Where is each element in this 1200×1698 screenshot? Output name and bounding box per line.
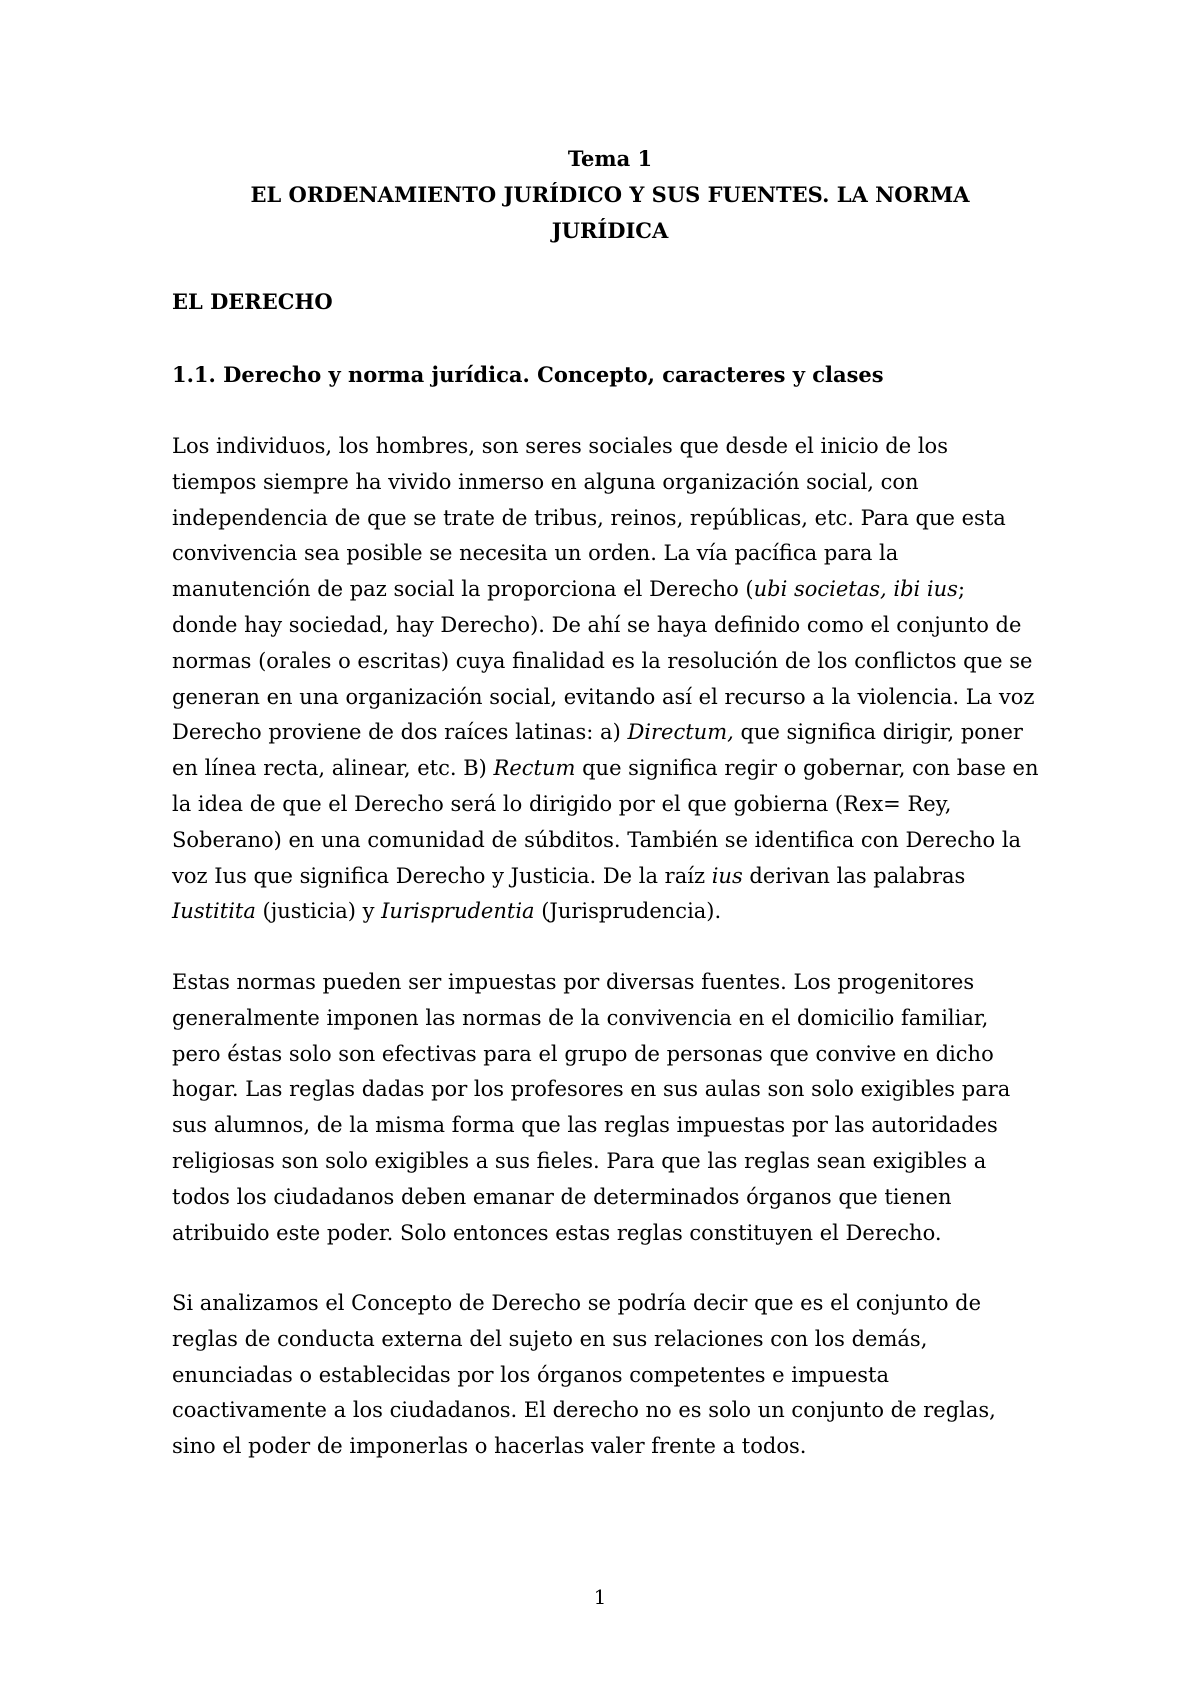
text-line: todos los ciudadanos deben emanar de determinados órganos que tienen — [172, 1184, 952, 1209]
text-line: la idea de que el Derecho será lo dirigido por el que gobierna (Rex= Rey, — [172, 791, 952, 816]
text-run: (justicia) y — [255, 899, 382, 924]
page-number: 1 — [593, 1585, 607, 1609]
section-heading: EL DERECHO — [172, 289, 333, 314]
text-line — [172, 572, 1042, 608]
text-line: pero éstas solo son efectivas para el grupo de personas que convive en dicho — [172, 1041, 994, 1066]
document-title — [180, 141, 1040, 249]
latin-term: Directum, — [627, 720, 734, 745]
latin-phrase: ubi societas, ibi ius — [753, 577, 958, 602]
text-line: generalmente imponen las normas de la convivencia en el domicilio familiar, — [172, 1005, 989, 1030]
text-line: sus alumnos, de la misma forma que las reglas impuestas por las autoridades — [172, 1113, 998, 1138]
text-run: en línea recta, alinear, etc. B) — [172, 756, 494, 781]
text-line: independencia de que se trate de tribus, reinos, repúblicas, etc. Para que esta — [172, 505, 1006, 530]
text-line: Estas normas pueden ser impuestas por diversas fuentes. Los progenitores — [172, 970, 975, 994]
text-run: Derecho proviene de dos raíces latinas: a) — [172, 720, 628, 745]
latin-term: Iurisprudentia — [381, 899, 535, 924]
latin-term: Rectum — [493, 756, 576, 781]
text-line: generan en una organización social, evitando así el recurso a la violencia. La voz — [172, 684, 1035, 709]
title-line: JURÍDICA — [551, 218, 669, 243]
text-line: atribuido este poder. Solo entonces estas reglas constituyen el Derecho. — [172, 1220, 942, 1245]
text-run: que significa dirigir, poner — [733, 720, 1023, 745]
title-topic: Tema 1 — [567, 146, 653, 171]
text-run: voz Ius que significa Derecho y Justicia. De la raíz — [172, 863, 712, 888]
text-line: Si analizamos el Concepto de Derecho se podría decir que es el conjunto de — [172, 1291, 982, 1315]
text-line: hogar. Las reglas dadas por los profesores en sus aulas son solo exigibles para — [172, 1077, 1011, 1102]
text-line — [172, 859, 1042, 895]
subsection-heading: 1.1. Derecho y norma jurídica. Concepto, caracteres y clases — [172, 362, 884, 387]
text-line: Soberano) en una comunidad de súbditos. También se identifica con Derecho la — [172, 827, 1022, 852]
text-run: derivan las palabras — [742, 863, 966, 888]
text-run: que significa regir o gobernar, con base en — [575, 756, 1039, 781]
text-line — [172, 894, 1042, 930]
text-run: manutención de paz social la proporciona el Derecho ( — [172, 577, 754, 602]
text-run: (Jurisprudencia). — [534, 899, 722, 924]
paragraph-2 — [172, 965, 1042, 1251]
latin-term: Iustitita — [172, 899, 256, 924]
text-line: convivencia sea posible se necesita un orden. La vía pacífica para la — [172, 541, 899, 566]
text-line: religiosas son solo exigibles a sus fieles. Para que las reglas sean exigibles a — [172, 1148, 987, 1173]
text-line — [172, 715, 1042, 751]
text-line: sino el poder de imponerlas o hacerlas valer frente a todos. — [172, 1434, 807, 1459]
paragraph-1 — [172, 429, 1042, 930]
text-line: reglas de conducta externa del sujeto en sus relaciones con los demás, — [172, 1326, 928, 1351]
text-line: coactivamente a los ciudadanos. El derecho no es solo un conjunto de reglas, — [172, 1398, 996, 1423]
text-line: normas (orales o escritas) cuya finalidad es la resolución de los conflictos que se — [172, 648, 1033, 673]
title-line: EL ORDENAMIENTO JURÍDICO Y SUS FUENTES. LA NORMA — [250, 182, 970, 207]
text-line: donde hay sociedad, hay Derecho). De ahí se haya definido como el conjunto de — [172, 612, 1022, 637]
text-line — [172, 751, 1042, 787]
text-line: enunciadas o establecidas por los órganos competentes e impuesta — [172, 1362, 890, 1387]
text-run: ; — [957, 577, 966, 602]
latin-term: ius — [711, 863, 743, 888]
text-line: Los individuos, los hombres, son seres sociales que desde el inicio de los — [172, 434, 948, 458]
paragraph-3 — [172, 1286, 1042, 1465]
text-line: tiempos siempre ha vivido inmerso en alguna organización social, con — [172, 469, 919, 494]
